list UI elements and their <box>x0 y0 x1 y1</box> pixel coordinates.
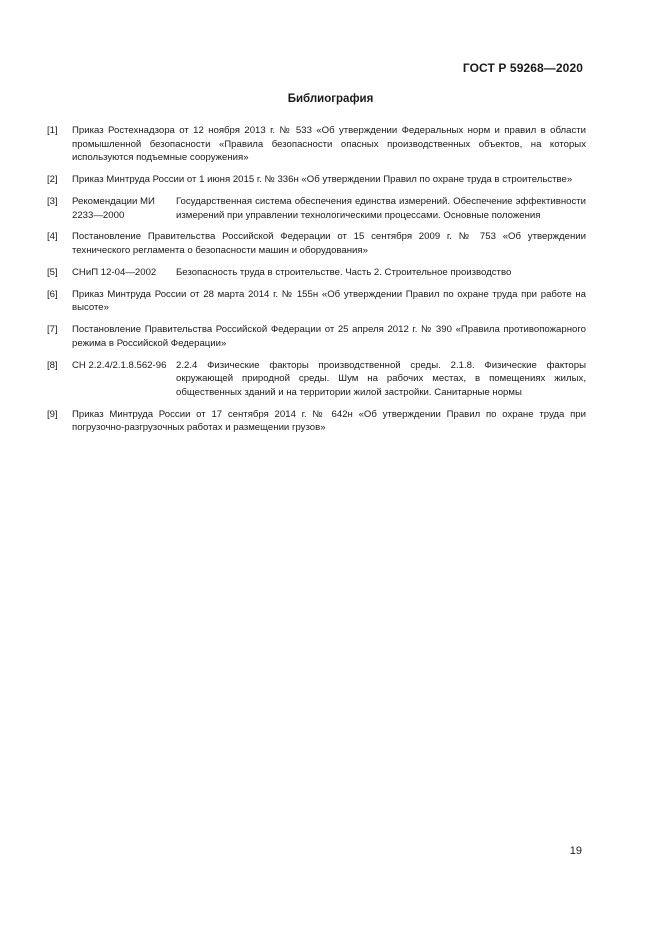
bibliography-entry-6 <box>47 288 586 315</box>
entry-code: СНиП 12-04—2002 <box>72 266 157 278</box>
entry-number: [9] <box>47 408 58 420</box>
bibliography-entry-2 <box>47 173 586 187</box>
entry-text: Приказ Минтруда России от 1 июня 2015 г. № 336н «Об утверждении Правил по охране труда в строительстве» <box>72 174 573 186</box>
entry-number: [6] <box>47 288 58 300</box>
document-code: ГОСТ Р 59268—2020 <box>462 61 583 75</box>
entry-text: Приказ Минтруда России от 28 марта 2014 г. № 155н «Об утверждении Правил по охране труда при работе на высоте» <box>72 288 586 314</box>
entry-number: [7] <box>47 324 58 336</box>
entry-text: Приказ Минтруда России от 17 сентября 2014 г. № 642н «Об утверждении Правил по охране труда при погрузочно-разгрузочных работах и размещении грузов» <box>72 408 586 434</box>
entry-text: Постановление Правительства Российской Федерации от 15 сентября 2009 г. № 753 «Об утверждении технического регламента о безопасности машин и оборудования» <box>72 231 586 257</box>
entry-code: СН 2.2.4/2.1.8.562-96 <box>72 359 167 371</box>
bibliography-entry-5 <box>47 266 586 280</box>
entry-text: Государственная система обеспечения единства измерений. Обеспечение эффективности измерений при управлении технологическими процессами. Основные положения <box>176 195 586 221</box>
bibliography-entry-1 <box>47 124 586 165</box>
bibliography-entry-7 <box>47 323 586 350</box>
entry-number: [4] <box>47 231 58 243</box>
entry-text: Приказ Ростехнадзора от 12 ноября 2013 г. № 533 «Об утверждении Федеральных норм и правил в области промышленной безопасности «Правила безопасности опасных производственных объектов, на которых используются подъемные сооружения» <box>72 125 586 164</box>
bibliography-entry-8 <box>47 359 586 400</box>
entry-code: Рекомендации МИ 2233—2000 <box>72 195 155 221</box>
entry-number: [8] <box>47 359 58 371</box>
page-number: 19 <box>569 845 582 857</box>
entry-number: [2] <box>47 174 58 186</box>
section-title: Библиография <box>287 93 374 105</box>
entry-number: [3] <box>47 195 58 207</box>
entry-text: Постановление Правительства Российской Федерации от 25 апреля 2012 г. № 390 «Правила противопожарного режима в Российской Федерации» <box>72 324 586 349</box>
bibliography-entry-9 <box>47 408 586 435</box>
entry-number: [1] <box>47 125 58 136</box>
bibliography-entry-4 <box>47 230 586 257</box>
entry-text: Безопасность труда в строительстве. Часть 2. Строительное производство <box>176 266 512 278</box>
bibliography-entry-3 <box>47 195 586 222</box>
entry-number: [5] <box>47 266 58 278</box>
bibliography-list <box>47 124 586 443</box>
entry-text: 2.2.4 Физические факторы производственной среды. 2.1.8. Физические факторы окружающей природной среды. Шум на рабочих местах, в помещениях жилых, общественных зданий и на территории жилой застройки. Санитарные нормы <box>176 359 586 398</box>
